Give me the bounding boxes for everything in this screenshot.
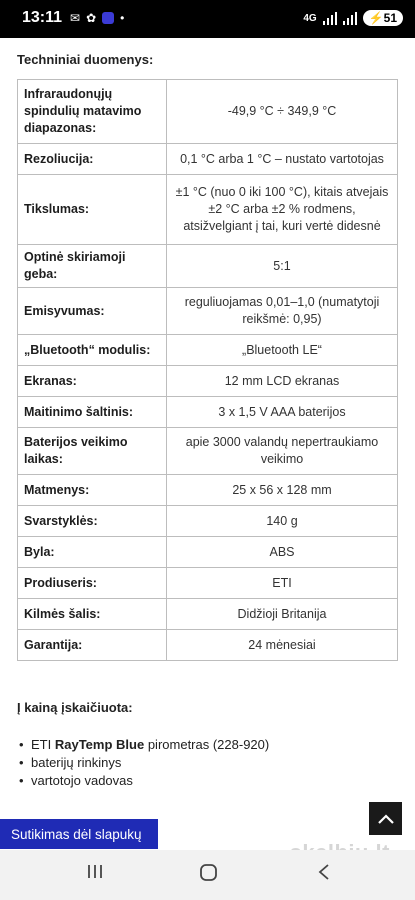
status-time: 13:11	[22, 9, 63, 26]
item-suffix: pirometras (228-920)	[147, 737, 270, 752]
spec-key: Tikslumas:	[18, 175, 167, 245]
table-row	[18, 599, 398, 630]
spec-value: „Bluetooth LE“	[167, 335, 398, 366]
signal-icon	[323, 11, 337, 25]
table-row	[18, 630, 398, 661]
spec-key: Emisyvumas:	[18, 288, 167, 335]
back-button[interactable]	[316, 862, 332, 887]
item-prefix: ETI	[31, 737, 52, 752]
spec-value: -49,9 °C ÷ 349,9 °C	[167, 80, 398, 144]
list-item: • vartotojo vadovas	[31, 772, 269, 790]
table-row	[18, 537, 398, 568]
spec-value: ±1 °C (nuo 0 iki 100 °C), kitais atvejais ±2 °C arba ±2 % rodmens, atsižvelgiant į tai, kuri vertė didesnė	[167, 175, 398, 245]
spec-key: Matmenys:	[18, 475, 167, 506]
system-nav-bar	[0, 850, 415, 900]
recent-apps-icon	[86, 862, 104, 880]
section-title: Techniniai duomenys:	[17, 52, 154, 67]
notification-icons	[70, 11, 124, 25]
spec-value: reguliuojamas 0,01–1,0 (numatytoji reikšmė: 0,95)	[167, 288, 398, 335]
table-row	[18, 335, 398, 366]
spec-value: ETI	[167, 568, 398, 599]
table-row	[18, 428, 398, 475]
spec-value: apie 3000 valandų nepertraukiamo veikimo	[167, 428, 398, 475]
spec-value: 24 mėnesiai	[167, 630, 398, 661]
spec-key: Garantija:	[18, 630, 167, 661]
table-row	[18, 506, 398, 537]
battery-indicator: ⚡51	[363, 10, 403, 26]
spec-key: Svarstyklės:	[18, 506, 167, 537]
table-row	[18, 288, 398, 335]
home-icon	[199, 862, 219, 882]
network-type: 4G	[303, 12, 317, 24]
table-row	[18, 397, 398, 428]
spec-value: 140 g	[167, 506, 398, 537]
spec-key: Kilmės šalis:	[18, 599, 167, 630]
scroll-to-top-button[interactable]	[369, 802, 402, 835]
recent-apps-button[interactable]	[86, 862, 104, 885]
spec-value: Didžioji Britanija	[167, 599, 398, 630]
signal-icon-2	[343, 11, 357, 25]
spec-key: Optinė skiriamoji geba:	[18, 245, 167, 288]
table-row	[18, 366, 398, 397]
flower-icon: ✿	[86, 11, 97, 25]
spec-key: Ekranas:	[18, 366, 167, 397]
spec-value: 12 mm LCD ekranas	[167, 366, 398, 397]
list-item: • baterijų rinkinys	[31, 754, 269, 772]
included-title: Į kainą įskaičiuota:	[17, 700, 133, 715]
specs-table	[17, 79, 398, 661]
status-bar	[0, 0, 415, 38]
table-row	[18, 475, 398, 506]
spec-value: ABS	[167, 537, 398, 568]
spec-key: Prodiuseris:	[18, 568, 167, 599]
spec-value: 25 x 56 x 128 mm	[167, 475, 398, 506]
dot-icon: •	[120, 11, 125, 25]
spec-key: Byla:	[18, 537, 167, 568]
chevron-up-icon	[377, 813, 395, 825]
spec-key: Baterijos veikimo laikas:	[18, 428, 167, 475]
spec-key: Maitinimo šaltinis:	[18, 397, 167, 428]
home-button[interactable]	[199, 862, 219, 887]
system-icons	[303, 10, 403, 26]
cookie-consent-button[interactable]: Sutikimas dėl slapukų	[0, 819, 158, 849]
product-name: RayTemp Blue	[54, 737, 145, 752]
table-row	[18, 144, 398, 175]
list-item	[31, 736, 269, 754]
spec-key: „Bluetooth“ modulis:	[18, 335, 167, 366]
message-icon: ✉	[70, 11, 81, 25]
spec-key: Rezoliucija:	[18, 144, 167, 175]
back-icon	[316, 862, 332, 882]
spec-key: Infraraudonųjų spindulių matavimo diapazonas:	[18, 80, 167, 144]
included-list	[31, 736, 269, 790]
table-row	[18, 245, 398, 288]
spec-value: 0,1 °C arba 1 °C – nustato vartotojas	[167, 144, 398, 175]
spec-value: 3 x 1,5 V AAA baterijos	[167, 397, 398, 428]
table-row	[18, 175, 398, 245]
app-icon	[102, 12, 114, 24]
spec-value: 5:1	[167, 245, 398, 288]
table-row	[18, 80, 398, 144]
table-row	[18, 568, 398, 599]
